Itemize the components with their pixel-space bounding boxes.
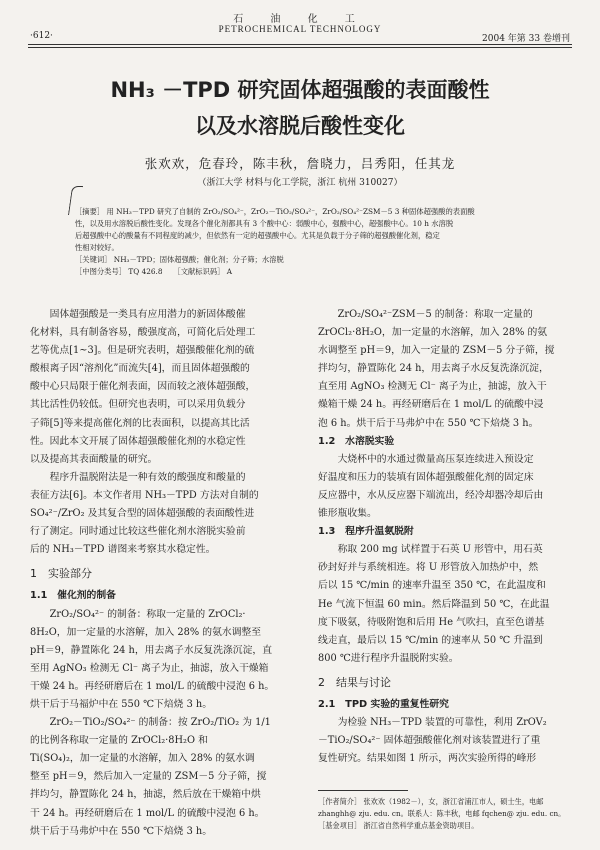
left-column: [30, 306, 282, 841]
body-line: 整至 pH＝9，然后加入一定量的 ZSM－5 分子筛，搅: [30, 771, 267, 783]
title-line-2: 以及水溶脱后酸性变化: [195, 114, 405, 138]
body-line: 水调整至 pH＝9，加入一定量的 ZSM－5 分子筛，搅: [318, 345, 555, 357]
page-number: ·612·: [30, 31, 53, 41]
footnote-line: ［基金项目］ 浙江省自然科学重点基金资助项目。: [318, 821, 479, 830]
body-line: 至用 AgNO₃ 检测无 Cl⁻ 离子为止，抽滤，放入干燥箱: [30, 662, 269, 674]
body-line: 以及提高其表面酸量的研究。: [30, 453, 158, 465]
body-line: 烘干后于马福炉中在 550 ℃下焙烧 3 h。: [30, 698, 213, 710]
body-line: SO₄²⁻/ZrO₂ 及其复合型的固体超强酸的表面酸性进: [30, 508, 255, 520]
journal-name-cn: 石 油 化 工: [233, 14, 367, 25]
subsection-heading: 2.1 TPD 实验的重复性研究: [318, 698, 449, 710]
body-line: 性。因此本文开展了固体超强酸催化剂的水稳定性: [30, 435, 246, 447]
abstract-line: ［摘要］ 用 NH₃－TPD 研究了自制的 ZrO₂/SO₄²⁻，ZrO₂－TiO₂/SO₄²⁻，ZrO₂/SO₄²⁻ZSM－5 3 种固体超强酸的表面酸: [75, 207, 475, 216]
body-line: ZrOCl₂·8H₂O，加一定量的水溶解，加入 28% 的氨: [318, 327, 548, 339]
subsection-heading: 1.1 催化剂的制备: [30, 590, 116, 602]
body-line: 直至用 AgNO₃ 检测无 Cl⁻ 离子为止，抽滤，放入干: [318, 381, 547, 393]
body-line: 称取 200 mg 试样置于石英 U 形管中，用石英: [337, 544, 543, 556]
footnotes: [318, 796, 570, 832]
body-line: 线走直，最后以 15 ℃/min 的速率从 50 ℃ 升温到: [318, 634, 543, 646]
abstract: [75, 206, 527, 278]
body-line: 800 ℃进行程序升温脱附实验。: [318, 652, 459, 664]
body-line: pH＝9，静置陈化 24 h，用去离子水反复洗涤沉淀，直: [30, 644, 272, 656]
body-line: 为检验 NH₃－TPD 装置的可靠性，利用 ZrOV₂: [337, 717, 547, 729]
body-line: 反应器中，水从反应器下端流出，经冷却器冷却后由: [318, 489, 544, 501]
body-line: 行了测定。同时通过比较这些催化剂水溶脱实验前: [30, 526, 246, 538]
footnote-line: ［作者简介］ 张欢欢（1982－），女，浙江省浦江市人，硕士生，电邮: [318, 797, 544, 806]
body-line: 程序升温脱附法是一种有效的酸强度和酸量的: [49, 471, 246, 483]
abstract-line: 后超强酸中心的酸量有不同程度的减少，但依然有一定的超强酸中心。尤其是负载于分子筛的超强酸催化剂，稳定: [75, 231, 440, 240]
title-line-1: NH₃ －TPD 研究固体超强酸的表面酸性: [110, 78, 490, 102]
body-line: 后的 NH₃－TPD 谱图来考察其水稳定性。: [30, 544, 216, 556]
subsection-heading: 1.2 水溶脱实验: [318, 435, 395, 447]
body-line: ZrO₂/SO₄²⁻ 的制备：称取一定量的 ZrOCl₂·: [49, 608, 246, 620]
abstract-line: 性，以及用水溶脱后酸性变化。发现各个催化剂都具有 3 个酸中心：弱酸中心，强酸中心，超强酸中心。10 h 水溶脱: [75, 219, 454, 228]
body-line: 砂封好并与系统相连。将 U 形管放入加热炉中，然: [318, 562, 539, 574]
authors: 张欢欢，危春玲，陈丰秋，詹晓力，吕秀阳，任其龙: [144, 156, 456, 171]
footnote-rule: [318, 790, 408, 791]
issue-info: 2004 年第 33 卷增刊: [482, 34, 570, 44]
body-line: ZrO₂/SO₄²⁻ZSM－5 的制备：称取一定量的: [337, 309, 533, 320]
body-line: 锥形瓶收集。: [318, 508, 377, 520]
body-line: 固体超强酸是一类具有应用潜力的新固体酸催: [49, 309, 246, 320]
body-line: 拌均匀，静置陈化 24 h，抽滤，然后放在干燥箱中烘: [30, 789, 261, 801]
journal-name-en: PETROCHEMICAL TECHNOLOGY: [218, 24, 382, 34]
footnote-line: zhanghh@ zju. edu. cn。联系人：陈丰秋，电邮 fqchen@ zju. edu. cn。: [318, 809, 566, 818]
body-line: 复性研究。结果如图 1 所示，两次实验所得的峰形: [318, 753, 537, 765]
body-line: He 气流下恒温 60 min。然后降温到 50 ℃，在此温: [318, 598, 550, 610]
abstract-line: 性相对较好。: [75, 243, 119, 252]
body-line: 8H₂O，加一定量的水溶解，加入 28% 的氨水调整至: [30, 626, 262, 638]
body-line: 拌均匀，静置陈化 24 h，用去离子水反复洗涤沉淀，: [318, 363, 549, 375]
body-line: 烘干后于马弗炉中在 550 ℃下焙烧 3 h。: [30, 825, 213, 837]
body-line: 泡 6 h。烘干后于马弗炉中在 550 ℃下焙烧 3 h。: [318, 417, 539, 429]
body-line: Ti(SO₄)₂，加一定量的水溶解，加入 28% 的氨水调: [30, 753, 255, 765]
header-rule-thin: [28, 47, 572, 48]
body-line: 干 24 h。再经研磨后在 1 mol/L 的硫酸中浸泡 6 h。: [30, 807, 265, 819]
body-line: 的比例各称取一定量的 ZrOCl₂·8H₂O 和: [30, 735, 208, 747]
header-rule: [28, 44, 572, 45]
body-line: 酸中心只局限于催化剂表面，因而较之液体超强酸，: [30, 381, 256, 393]
body-line: 干燥 24 h。再经研磨后在 1 mol/L 的硫酸中浸泡 6 h。: [30, 680, 275, 692]
body-line: ZrO₂－TiO₂/SO₄²⁻ 的制备：按 ZrO₂/TiO₂ 为 1/1: [49, 717, 271, 729]
body-line: 酸根离子因“溶剂化”而流失[4]，而且固体超强酸的: [30, 363, 250, 375]
body-line: 其比活性仍较低。但研究也表明，可以采用负载分: [30, 399, 246, 411]
body-line: 表征方法[6]。本文作者用 NH₃－TPD 方法对自制的: [30, 489, 259, 501]
affiliation: （浙江大学 材料与化工学院，浙江 杭州 310027）: [197, 178, 403, 188]
body-line: 大烧杯中的水通过微量高压泵连续进入预设定: [337, 453, 534, 465]
section-heading: 2 结果与讨论: [318, 675, 391, 689]
body-line: 燥箱干燥 24 h。再经研磨后在 1 mol/L 的硫酸中浸: [318, 399, 544, 411]
body-line: －TiO₂/SO₄²⁻ 固体超强酸催化剂对该装置进行了重: [318, 735, 541, 747]
subsection-heading: 1.3 程序升温氨脱附: [318, 526, 414, 538]
body-line: 后以 15 ℃/min 的速率升温至 350 ℃，在此温度和: [318, 580, 546, 592]
keywords: ［关键词］ NH₃－TPD；固体超强酸；催化剂；分子筛；水溶脱: [75, 255, 284, 264]
body-line: 好温度和压力的装填有固体超强酸催化剂的固定床: [318, 471, 534, 483]
classification: ［中图分类号］ TQ 426.8 ［文献标识码］ A: [75, 267, 233, 276]
right-column: [318, 306, 570, 768]
body-line: 子筛[5]等来提高催化剂的比表面积，以提高其比活: [30, 417, 250, 429]
body-line: 度下吸氨，待吸附饱和后用 He 气吹扫，直至色谱基: [318, 616, 545, 628]
section-heading: 1 实验部分: [30, 567, 92, 581]
body-line: 化材料，具有制备容易，酸强度高，可简化后处理工: [30, 327, 256, 339]
body-line: 艺等优点[1~3]。但是研究表明，超强酸催化剂的硫: [30, 345, 255, 357]
